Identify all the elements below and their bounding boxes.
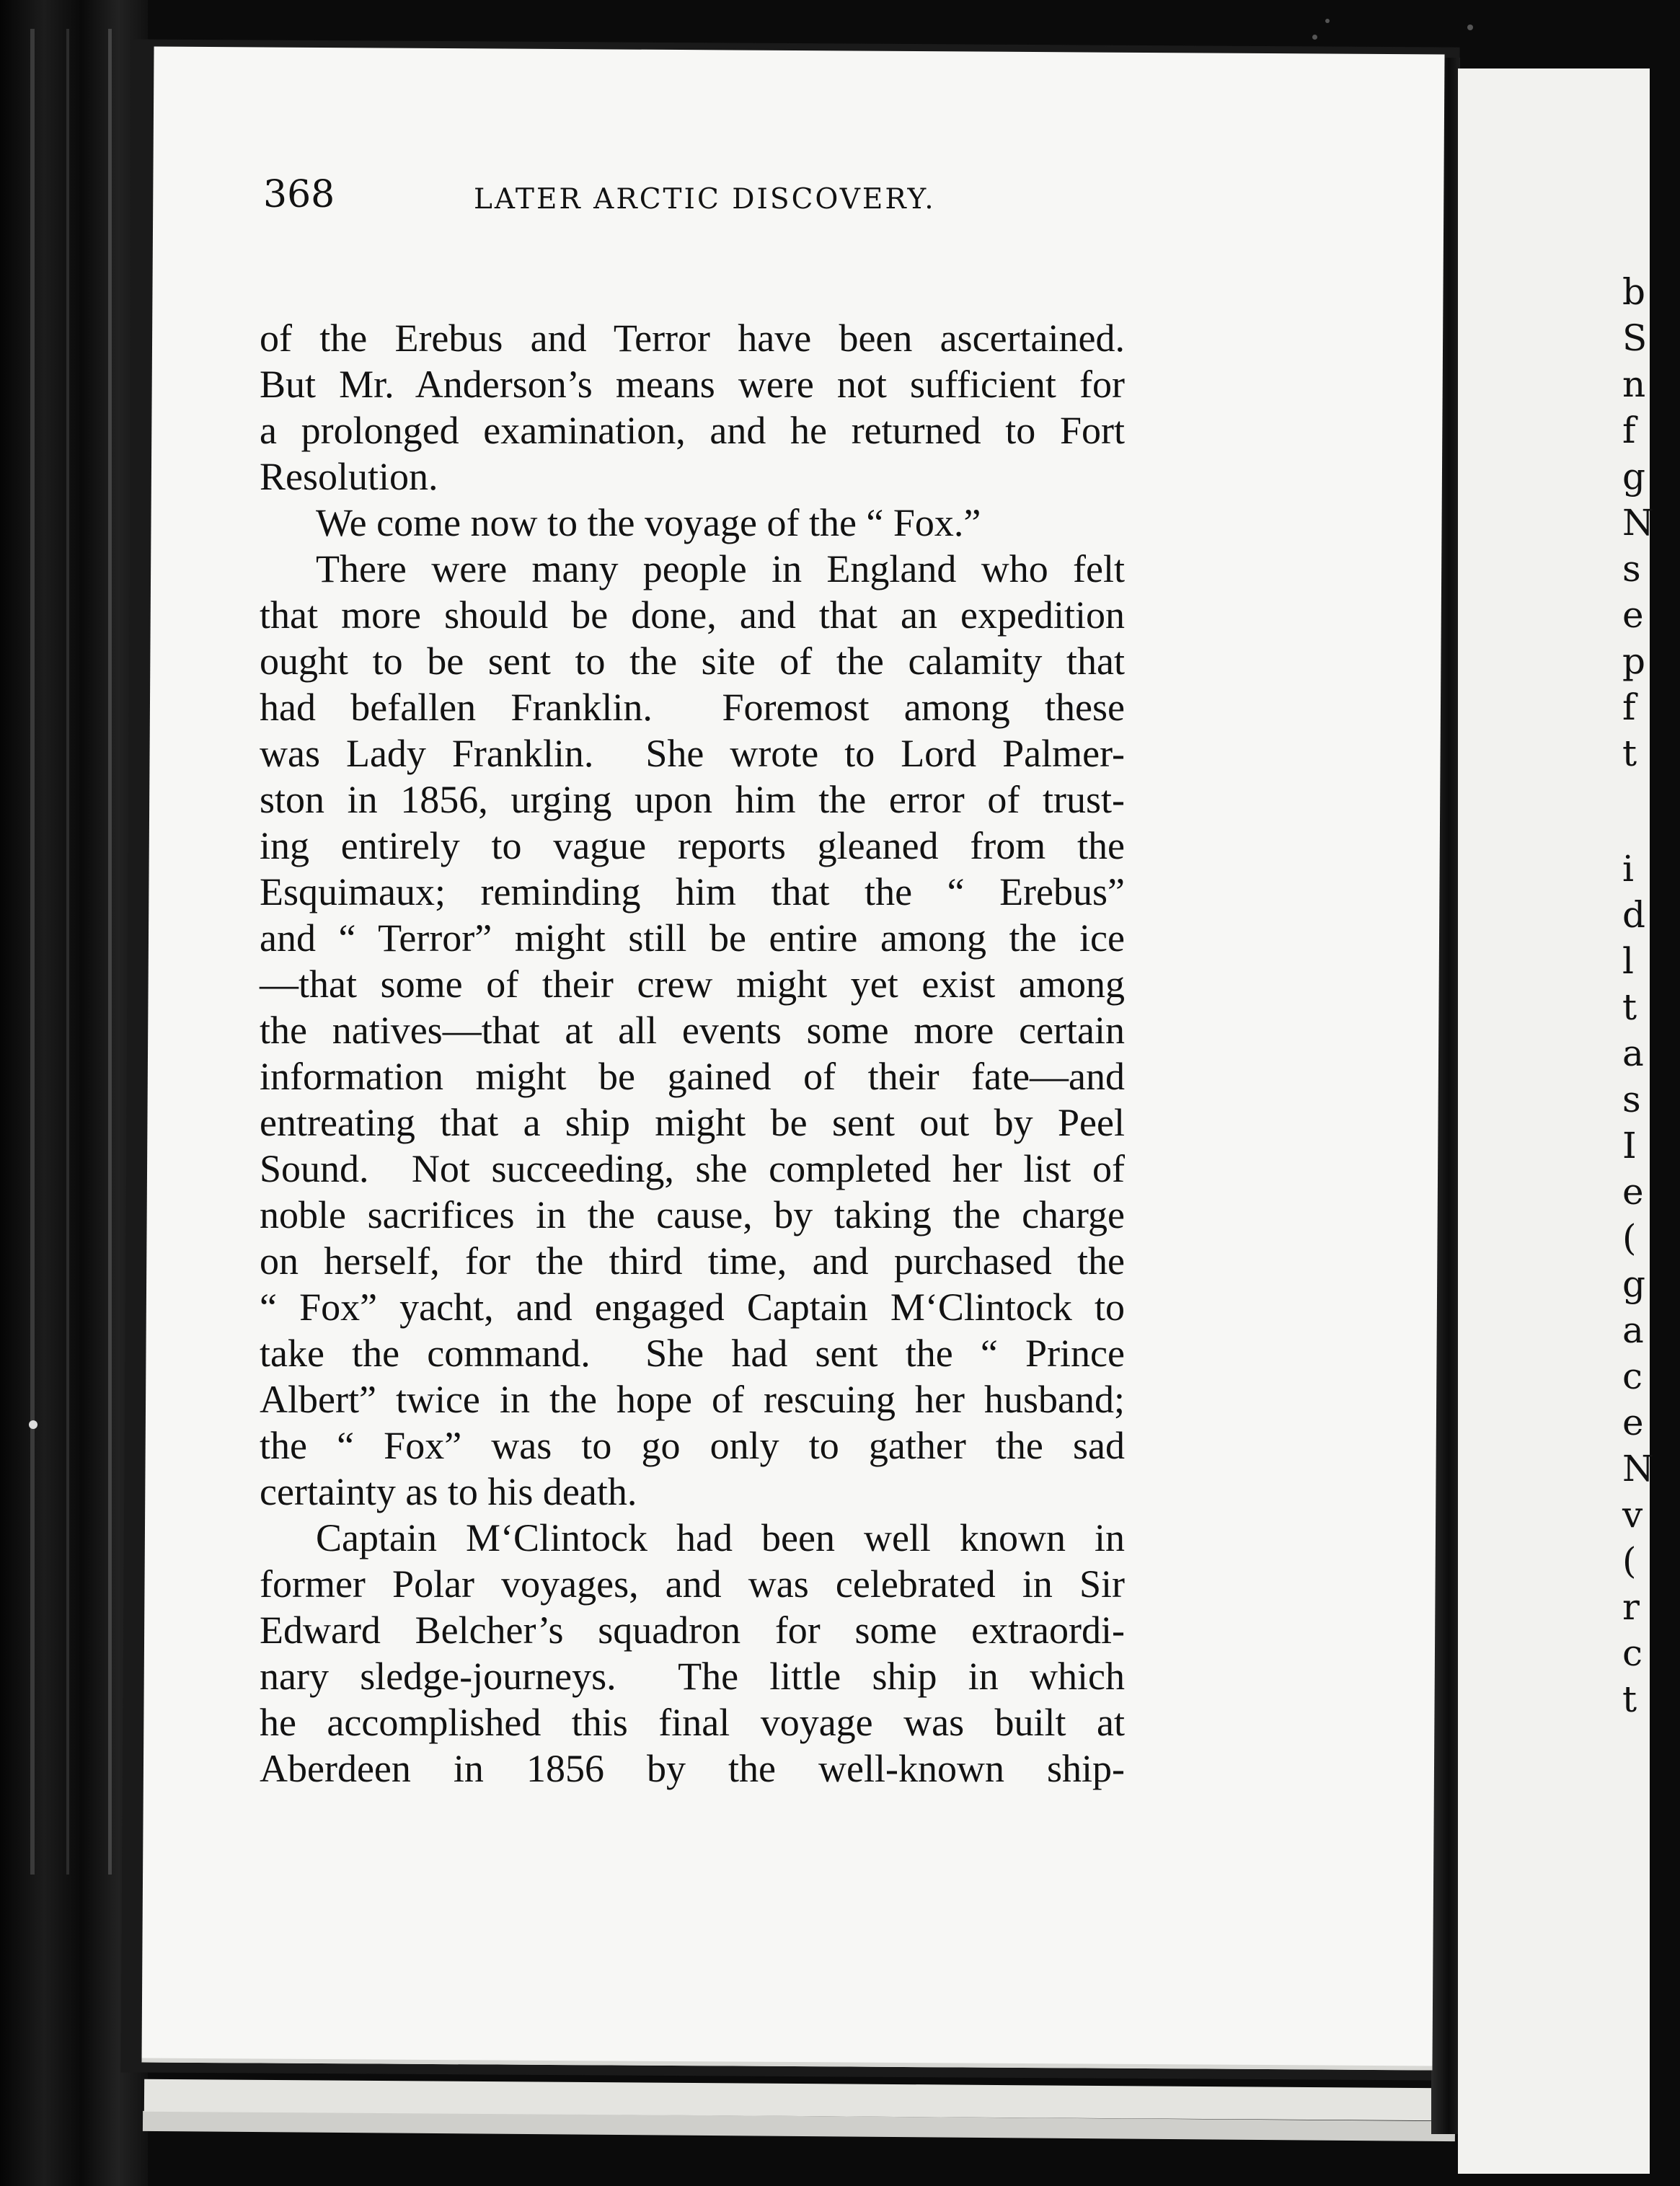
facing-page-fragment: N [1622,1448,1654,1490]
text-line: Aberdeen in 1856 by the well-known ship- [260,1747,1125,1790]
facing-page-fragment: r [1622,1586,1640,1628]
facing-page-fragment: t [1622,1678,1637,1720]
text-line: We come now to the voyage of the “ Fox.” [316,501,981,544]
facing-page-fragment: d [1622,894,1646,936]
facing-page-fragment: f [1622,686,1636,728]
facing-page [1458,68,1654,2174]
facing-page-fragment: c [1622,1632,1643,1674]
facing-page-fragment: p [1622,640,1646,682]
facing-page-fragment: s [1622,1079,1641,1120]
text-line: Esquimaux; reminding him that the “ Erebus” [260,870,1125,913]
facing-page-fragment: t [1622,986,1637,1028]
text-line: the “ Fox” was to go only to gather the sad [260,1424,1125,1467]
text-line: certainty as to his death. [260,1470,637,1513]
text-line: —that some of their crew might yet exist among [260,963,1125,1006]
text-line: Albert” twice in the hope of rescuing her husband; [260,1378,1125,1421]
spine-edge-line [30,29,35,1875]
facing-page-fragment: I [1622,1125,1637,1167]
page-number: 368 [263,173,335,216]
scan-speck [1325,19,1330,23]
text-line: But Mr. Anderson’s means were not sufficient for [260,363,1125,406]
text-line: Edward Belcher’s squadron for some extraordi- [260,1608,1125,1652]
text-line: former Polar voyages, and was celebrated in Sir [260,1562,1125,1606]
text-line: he accomplished this final voyage was built at [260,1701,1125,1744]
text-line: a prolonged examination, and he returned to Fort [260,409,1125,452]
text-line: “ Fox” yacht, and engaged Captain M‘Clintock to [260,1286,1125,1329]
page-header [263,173,1121,224]
scan-speck [1312,35,1317,40]
facing-page-fragment: N [1622,502,1654,544]
facing-page-fragment: e [1622,594,1644,636]
text-line: Captain M‘Clintock had been well known in [316,1516,1125,1559]
text-line: Resolution. [260,455,438,498]
facing-page-fragment: a [1622,1032,1644,1074]
text-line: information might be gained of their fate—and [260,1055,1125,1098]
text-line: ing entirely to vague reports gleaned from the [260,824,1125,867]
scan-speck [1467,25,1473,30]
facing-page-fragment: a [1622,1309,1644,1351]
scan-speck [29,1420,37,1429]
facing-page-fragment: c [1622,1355,1643,1397]
text-line: the natives—that at all events some more certain [260,1009,1125,1052]
facing-page-fragment: b [1622,271,1646,313]
text-line: ston in 1856, urging upon him the error of trust- [260,778,1125,821]
facing-page-fragment: g [1622,456,1646,497]
text-line: and “ Terror” might still be entire among the ice [260,916,1125,960]
facing-page-fragment: i [1622,848,1634,890]
facing-page-fragment: ( [1622,1217,1637,1259]
text-line: Sound. Not succeeding, she completed her list of [260,1147,1125,1190]
running-head: LATER ARCTIC DISCOVERY. [474,183,936,216]
facing-page-fragment: e [1622,1171,1644,1213]
text-line: There were many people in England who felt [316,547,1125,590]
facing-page-fragment: f [1622,410,1636,451]
text-line: of the Erebus and Terror have been ascertained. [260,317,1125,360]
text-line: noble sacrifices in the cause, by taking the charge [260,1193,1125,1236]
facing-page-fragment: e [1622,1402,1644,1443]
facing-page-fragment: t [1622,733,1637,774]
text-line: take the command. She had sent the “ Prince [260,1332,1125,1375]
text-line: ought to be sent to the site of the calamity that [260,640,1125,683]
facing-page-fragment: n [1622,363,1646,405]
facing-page-fragment: v [1622,1494,1643,1536]
text-line: on herself, for the third time, and purchased the [260,1239,1125,1283]
facing-page-fragment: ( [1622,1540,1637,1582]
text-line: was Lady Franklin. She wrote to Lord Palmer- [260,732,1125,775]
spine-edge-line [66,29,69,1875]
facing-page-fragment: s [1622,548,1641,590]
facing-page-fragment: S [1622,317,1648,359]
text-line: that more should be done, and that an expedition [260,593,1125,637]
facing-page-fragment: g [1622,1263,1646,1305]
facing-page-fragment: l [1622,940,1634,982]
spine-edge-line [108,29,112,1875]
text-line: entreating that a ship might be sent out by Peel [260,1101,1125,1144]
text-line: nary sledge-journeys. The little ship in which [260,1655,1125,1698]
text-line: had befallen Franklin. Foremost among these [260,686,1125,729]
